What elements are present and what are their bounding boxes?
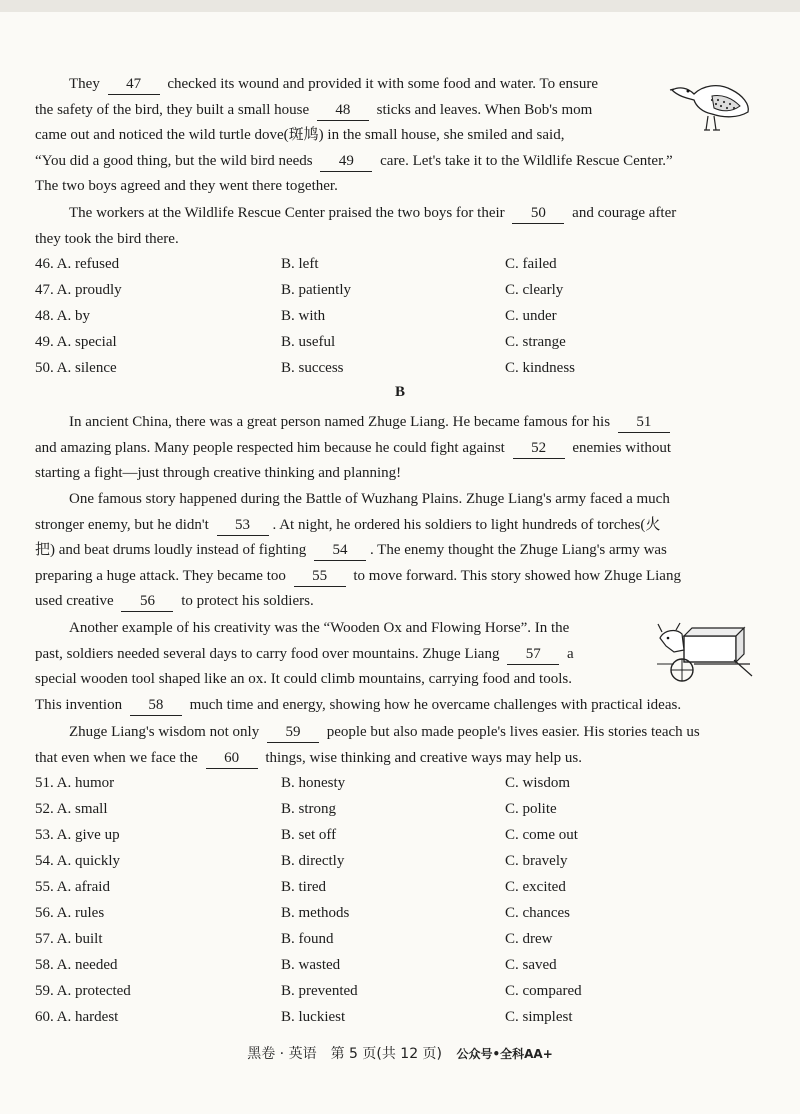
text-line: The workers at the Wildlife Rescue Center praised the two boys for their 50 and courage after <box>35 201 755 227</box>
text-line: used creative 56 to protect his soldiers. <box>35 589 755 615</box>
option-row-57 <box>35 931 775 953</box>
option-a: 54. A. quickly <box>35 853 120 869</box>
text-line: This invention 58 much time and energy, showing how he overcame challenges with practical ideas. <box>35 693 755 719</box>
text-line: they took the bird there. <box>35 230 179 247</box>
scan-edge <box>0 0 800 12</box>
blank-54: 54 <box>314 542 366 561</box>
blank-49: 49 <box>320 153 372 172</box>
blank-51: 51 <box>618 414 670 433</box>
option-c: C. drew <box>505 931 553 947</box>
option-b: B. with <box>281 308 326 324</box>
option-b: B. found <box>281 931 334 947</box>
option-row-56 <box>35 905 775 927</box>
option-row-51 <box>35 775 775 797</box>
option-a: 56. A. rules <box>35 905 105 921</box>
option-c: C. simplest <box>505 1009 573 1025</box>
page-number: 黑卷 · 英语 第 5 页(共 12 页) <box>247 1046 443 1062</box>
passage-a-paragraph-1 <box>35 72 755 200</box>
text-line: stronger enemy, but he didn't 53 . At night, he ordered his soldiers to light hundreds of torches(火 <box>35 513 755 539</box>
passage-b-paragraph-3 <box>35 616 755 718</box>
text-line: 把) and beat drums loudly instead of fighting 54 . The enemy thought the Zhuge Liang's army was <box>35 538 755 564</box>
option-row-47 <box>35 282 775 304</box>
option-row-48 <box>35 308 775 330</box>
option-c: C. chances <box>505 905 570 921</box>
blank-55: 55 <box>294 568 346 587</box>
option-a: 60. A. hardest <box>35 1009 119 1025</box>
section-heading-b: B <box>394 384 405 400</box>
option-a: 48. A. by <box>35 308 91 324</box>
option-row-49 <box>35 334 775 356</box>
passage-b-paragraph-2 <box>35 487 755 615</box>
text-line: “You did a good thing, but the wild bird needs 49 care. Let's take it to the Wildlife Rescue Center.” <box>35 149 755 175</box>
watermark: 公众号•全科AA+ <box>456 1047 553 1061</box>
option-row-60 <box>35 1009 775 1031</box>
option-c: C. excited <box>505 879 566 895</box>
option-row-54 <box>35 853 775 875</box>
text-line: Zhuge Liang's wisdom not only 59 people but also made people's lives easier. His stories teach us <box>35 720 755 746</box>
option-b: B. honesty <box>281 775 346 791</box>
option-c: C. clearly <box>505 282 564 298</box>
page-footer <box>0 1043 800 1063</box>
option-c: C. wisdom <box>505 775 571 791</box>
option-c: C. compared <box>505 983 582 999</box>
option-a: 59. A. protected <box>35 983 131 999</box>
option-row-46 <box>35 256 775 278</box>
option-b: B. methods <box>281 905 350 921</box>
option-a: 52. A. small <box>35 801 108 817</box>
option-a: 51. A. humor <box>35 775 115 791</box>
option-b: B. patiently <box>281 282 351 298</box>
option-row-58 <box>35 957 775 979</box>
text-line: The two boys agreed and they went there together. <box>35 178 338 194</box>
blank-58: 58 <box>130 697 182 716</box>
blank-48: 48 <box>317 102 369 121</box>
option-c: C. kindness <box>505 360 576 376</box>
blank-60: 60 <box>206 750 258 769</box>
option-b: B. wasted <box>281 957 341 973</box>
option-b: B. prevented <box>281 983 358 999</box>
option-a: 47. A. proudly <box>35 282 122 298</box>
option-c: C. under <box>505 308 557 324</box>
blank-53: 53 <box>217 517 269 536</box>
blank-52: 52 <box>513 440 565 459</box>
text-line: the safety of the bird, they built a small house 48 sticks and leaves. When Bob's mom <box>35 98 755 124</box>
text-line: that even when we face the 60 things, wise thinking and creative ways may help us. <box>35 746 755 772</box>
text-line: They 47 checked its wound and provided it with some food and water. To ensure <box>35 72 699 98</box>
option-c: C. bravely <box>505 853 568 869</box>
option-c: C. polite <box>505 801 557 817</box>
blank-50: 50 <box>512 205 564 224</box>
option-c: C. come out <box>505 827 578 843</box>
blank-57: 57 <box>507 646 559 665</box>
option-row-59 <box>35 983 775 1005</box>
option-a: 46. A. refused <box>35 256 120 272</box>
option-c: C. strange <box>505 334 566 350</box>
option-row-52 <box>35 801 775 823</box>
blank-56: 56 <box>121 593 173 612</box>
text-line: Another example of his creativity was the “Wooden Ox and Flowing Horse”. In the <box>69 620 570 636</box>
option-a: 50. A. silence <box>35 360 117 376</box>
text-line: special wooden tool shaped like an ox. It could climb mountains, carrying food and tools. <box>35 671 572 687</box>
blank-59: 59 <box>267 724 319 743</box>
passage-b-paragraph-1 <box>35 410 755 487</box>
text-line: came out and noticed the wild turtle dove(斑鸠) in the small house, she smiled and said, <box>35 127 565 143</box>
option-a: 53. A. give up <box>35 827 120 843</box>
option-b: B. luckiest <box>281 1009 346 1025</box>
text-line: starting a fight—just through creative thinking and planning! <box>35 465 402 481</box>
option-b: B. set off <box>281 827 337 843</box>
text-line: past, soldiers needed several days to carry food over mountains. Zhuge Liang 57 a <box>35 642 755 668</box>
option-a: 57. A. built <box>35 931 103 947</box>
text-line: and amazing plans. Many people respected him because he could fight against 52 enemies without <box>35 436 755 462</box>
option-a: 58. A. needed <box>35 957 118 973</box>
option-a: 49. A. special <box>35 334 117 350</box>
option-b: B. strong <box>281 801 337 817</box>
option-b: B. directly <box>281 853 345 869</box>
text-line: In ancient China, there was a great person named Zhuge Liang. He became famous for his 51 <box>35 410 755 436</box>
option-c: C. failed <box>505 256 557 272</box>
passage-b-paragraph-4 <box>35 720 755 771</box>
option-row-50 <box>35 360 775 382</box>
option-row-55 <box>35 879 775 901</box>
option-row-53 <box>35 827 775 849</box>
option-b: B. tired <box>281 879 326 895</box>
text-line: preparing a huge attack. They became too 55 to move forward. This story showed how Zhuge Liang <box>35 564 755 590</box>
option-b: B. useful <box>281 334 336 350</box>
blank-47: 47 <box>108 76 160 95</box>
passage-a-paragraph-2 <box>35 201 755 252</box>
option-b: B. left <box>281 256 319 272</box>
option-c: C. saved <box>505 957 557 973</box>
option-a: 55. A. afraid <box>35 879 110 895</box>
text-line: One famous story happened during the Battle of Wuzhang Plains. Zhuge Liang's army faced a much <box>69 491 670 507</box>
option-b: B. success <box>281 360 344 376</box>
